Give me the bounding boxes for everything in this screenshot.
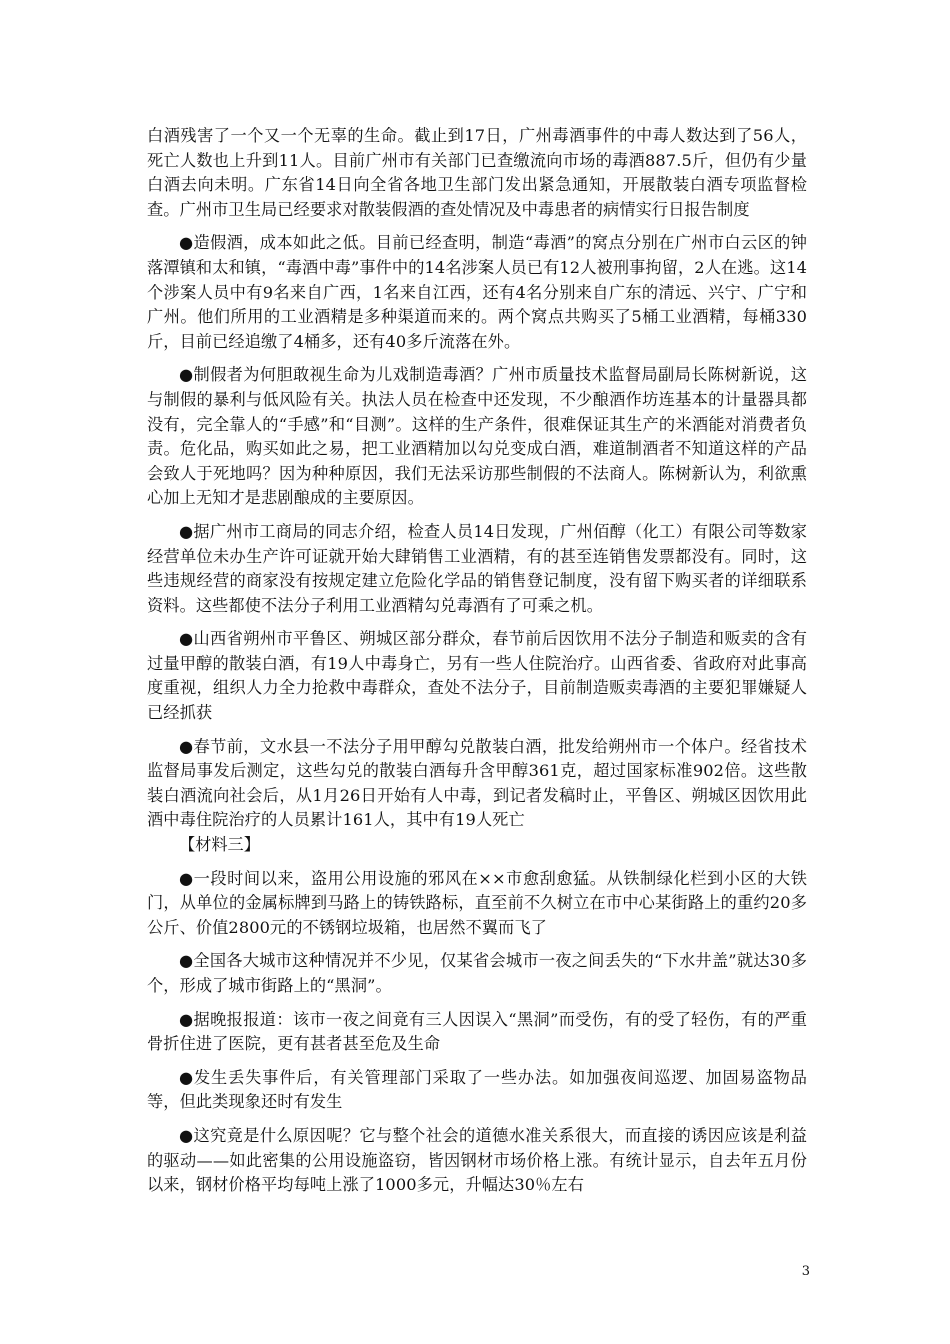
bullet-paragraph: ●造假酒，成本如此之低。目前已经查明，制造“毒酒”的窝点分别在广州市白云区的钟落潭镇和太和镇，“毒酒中毒”事件中的14名涉案人员已有12人被刑事拘留，2人在逃。这14个涉案人员中有9名来自广西，1名来自江西，还有4名分别来自广东的清远、兴宁、广宁和广州。他们所用的工业酒精是多种渠道而来的。两个窝点共购买了5桶工业酒精，每桶330斤，目前已经追缴了4桶多，还有40多斤流落在外。 — [147, 233, 807, 351]
paragraph-continuation: 白酒残害了一个又一个无辜的生命。截止到17日，广州毒酒事件的中毒人数达到了56人，死亡人数也上升到11人。目前广州市有关部门已查缴流向市场的毒酒887.5斤，但仍有少量白酒去向未明。广东省14日向全省各地卫生部门发出紧急通知，开展散装白酒专项监督检查。广州市卫生局已经要求对散装假酒的查处情况及中毒患者的病情实行日报告制度 — [147, 126, 807, 219]
section-heading: 【材料三】 — [179, 835, 260, 855]
material-three-section — [147, 833, 807, 1198]
bullet-paragraph: ●制假者为何胆敢视生命为儿戏制造毒酒？广州市质量技术监督局副局长陈树新说，这与制假的暴利与低风险有关。执法人员在检查中还发现，不少酿酒作坊连基本的计量器具都没有，完全靠人的“手感”和“目测”。这样的生产条件，很难保证其生产的米酒能对消费者负责。危化品，购买如此之易，把工业酒精加以勾兑变成白酒，难道制酒者不知道这样的产品会致人于死地吗？因为种种原因，我们无法采访那些制假的不法商人。陈树新认为，利欲熏心加上无知才是悲剧酿成的主要原因。 — [147, 365, 807, 508]
bullet-paragraph: ●据晚报报道：该市一夜之间竟有三人因误入“黑洞”而受伤，有的受了轻伤，有的严重骨折住进了医院，更有甚者甚至危及生命 — [147, 1009, 807, 1054]
bullet-paragraph: ●山西省朔州市平鲁区、朔城区部分群众，春节前后因饮用不法分子制造和贩卖的含有过量甲醇的散装白酒，有19人中毒身亡，另有一些人住院治疗。山西省委、省政府对此事高度重视，组织人力全力抢救中毒群众，查处不法分子，目前制造贩卖毒酒的主要犯罪嫌疑人已经抓获 — [147, 629, 807, 723]
bullet-paragraph: ●春节前，文水县一不法分子用甲醇勾兑散装白酒，批发给朔州市一个体户。经省技术监督局事发后测定，这些勾兑的散装白酒每升含甲醇361克，超过国家标准902倍。这些散装白酒流向社会后，从1月26日开始有人中毒，到记者发稿时止，平鲁区、朔城区因饮用此酒中毒住院治疗的人员累计161人，其中有19人死亡 — [147, 736, 807, 830]
page-number: 3 — [801, 1264, 810, 1279]
bullet-paragraph: ●据广州市工商局的同志介绍，检查人员14日发现，广州佰醇（化工）有限公司等数家经营单位未办生产许可证就开始大肆销售工业酒精，有的甚至连销售发票都没有。同时，这些违规经营的商家没有按规定建立危险化学品的销售登记制度，没有留下购买者的详细联系资料。这些都使不法分子利用工业酒精勾兑毒酒有了可乘之机。 — [147, 521, 807, 615]
bullet-paragraph: ●一段时间以来，盗用公用设施的邪风在××市愈刮愈猛。从铁制绿化栏到小区的大铁门，从单位的金属标牌到马路上的铸铁路标，直至前不久树立在市中心某街路上的重约20多公斤、价值2800元的不锈钢垃圾箱，也居然不翼而飞了 — [147, 868, 807, 937]
bullet-paragraph: ●全国各大城市这种情况并不少见，仅某省会城市一夜之间丢失的“下水井盖”就达30多个，形成了城市街路上的“黑洞”。 — [147, 951, 807, 995]
material-two-section — [147, 124, 807, 833]
bullet-paragraph: ●发生丢失事件后，有关管理部门采取了一些办法。如加强夜间巡逻、加固易盗物品等，但此类现象还时有发生 — [147, 1067, 807, 1112]
bullet-paragraph: ●这究竟是什么原因呢？它与整个社会的道德水准关系很大，而直接的诱因应该是利益的驱动——如此密集的公用设施盗窃，皆因钢材市场价格上涨。有统计显示，自去年五月份以来，钢材价格平均每吨上涨了1000多元，升幅达30％左右 — [147, 1125, 807, 1195]
document-body — [147, 124, 807, 1198]
